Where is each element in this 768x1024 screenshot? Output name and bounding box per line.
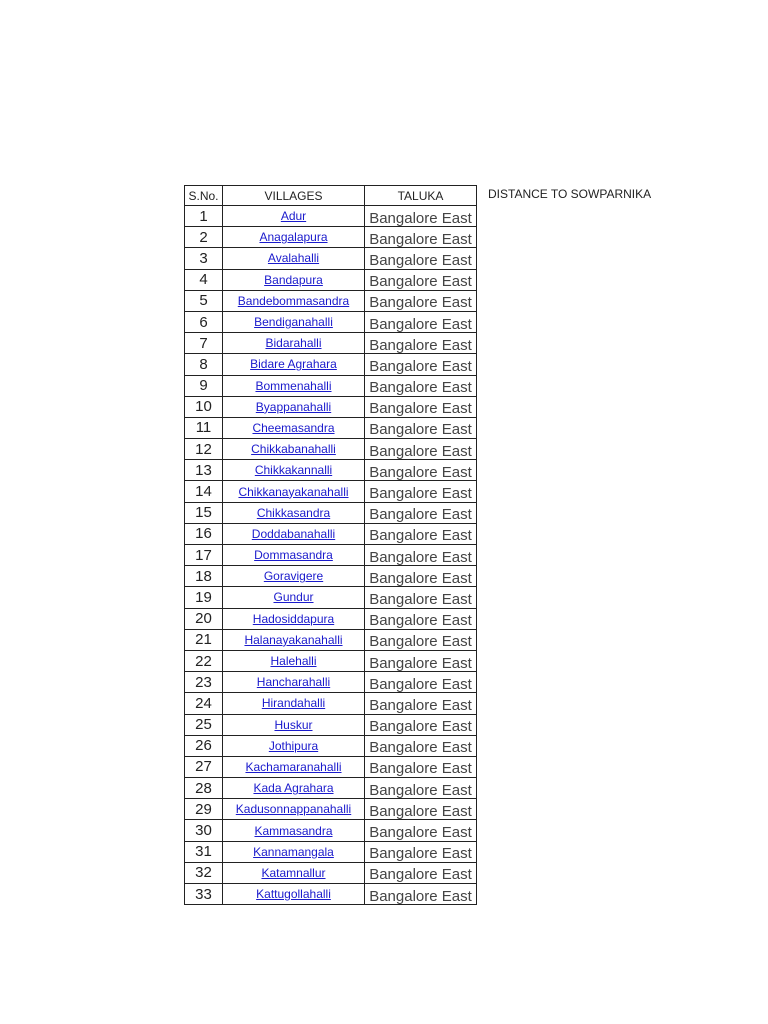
sno-cell: 18 — [185, 566, 223, 587]
taluka-text: Bangalore East — [369, 315, 472, 333]
sno-cell: 25 — [185, 714, 223, 735]
village-link[interactable]: Halanayakanahalli — [244, 632, 343, 647]
village-link[interactable]: Hancharahalli — [256, 675, 331, 690]
village-link[interactable]: Kannamangala — [253, 844, 334, 859]
taluka-cell — [365, 460, 477, 481]
village-cell — [223, 460, 365, 481]
table-row — [185, 460, 477, 481]
taluka-text: Bangalore East — [369, 463, 472, 481]
table-row — [185, 354, 477, 375]
table-row — [185, 820, 477, 841]
taluka-text: Bangalore East — [369, 548, 472, 566]
taluka-cell — [365, 248, 477, 269]
village-cell — [223, 502, 365, 523]
village-link[interactable]: Adur — [280, 209, 307, 224]
village-cell — [223, 693, 365, 714]
taluka-text: Bangalore East — [369, 590, 472, 608]
table-row — [185, 693, 477, 714]
sno-cell: 10 — [185, 396, 223, 417]
village-cell — [223, 756, 365, 777]
village-cell — [223, 672, 365, 693]
table-row — [185, 269, 477, 290]
village-cell — [223, 439, 365, 460]
sno-cell: 4 — [185, 269, 223, 290]
taluka-cell — [365, 481, 477, 502]
taluka-text: Bangalore East — [369, 675, 472, 693]
taluka-cell — [365, 693, 477, 714]
taluka-text: Bangalore East — [369, 866, 472, 884]
sno-cell: 11 — [185, 417, 223, 438]
taluka-cell — [365, 523, 477, 544]
taluka-text: Bangalore East — [369, 506, 472, 524]
taluka-cell — [365, 311, 477, 332]
taluka-cell — [365, 672, 477, 693]
village-cell — [223, 396, 365, 417]
taluka-text: Bangalore East — [369, 421, 472, 439]
taluka-cell — [365, 439, 477, 460]
village-link[interactable]: Hadosiddapura — [252, 611, 335, 626]
village-link[interactable]: Bandebommasandra — [237, 293, 350, 308]
taluka-text: Bangalore East — [369, 379, 472, 397]
taluka-text: Bangalore East — [369, 696, 472, 714]
village-cell — [223, 481, 365, 502]
taluka-text: Bangalore East — [369, 357, 472, 375]
village-link[interactable]: Kattugollahalli — [256, 887, 331, 902]
village-link[interactable]: Chikkanayakanahalli — [238, 484, 349, 499]
sno-cell: 12 — [185, 439, 223, 460]
village-link[interactable]: Doddabanahalli — [251, 526, 336, 541]
taluka-cell — [365, 502, 477, 523]
sno-cell: 1 — [185, 206, 223, 227]
sno-cell: 28 — [185, 778, 223, 799]
table-row — [185, 566, 477, 587]
sno-cell: 7 — [185, 333, 223, 354]
village-link[interactable]: Katamnallur — [261, 865, 326, 880]
village-cell — [223, 311, 365, 332]
village-link[interactable]: Byappanahalli — [255, 399, 332, 414]
taluka-text: Bangalore East — [369, 230, 472, 248]
table-row — [185, 587, 477, 608]
sno-cell: 20 — [185, 608, 223, 629]
village-cell — [223, 269, 365, 290]
table-row — [185, 756, 477, 777]
taluka-cell — [365, 841, 477, 862]
sno-cell: 27 — [185, 756, 223, 777]
sno-cell: 5 — [185, 290, 223, 311]
table-row — [185, 311, 477, 332]
taluka-text: Bangalore East — [369, 845, 472, 863]
taluka-cell — [365, 820, 477, 841]
village-link[interactable]: Dommasandra — [254, 548, 333, 563]
sno-cell: 33 — [185, 884, 223, 905]
taluka-text: Bangalore East — [369, 718, 472, 736]
table-row — [185, 333, 477, 354]
taluka-text: Bangalore East — [369, 760, 472, 778]
sno-cell: 19 — [185, 587, 223, 608]
header-distance-to-sowparnika: DISTANCE TO SOWPARNIKA — [488, 187, 652, 201]
taluka-cell — [365, 629, 477, 650]
taluka-cell — [365, 417, 477, 438]
taluka-cell — [365, 545, 477, 566]
table-row — [185, 545, 477, 566]
village-cell — [223, 799, 365, 820]
taluka-text: Bangalore East — [369, 612, 472, 630]
village-link[interactable]: Hirandahalli — [261, 696, 326, 711]
taluka-cell — [365, 269, 477, 290]
village-link[interactable]: Chikkasandra — [256, 505, 331, 520]
table-row — [185, 799, 477, 820]
taluka-cell — [365, 375, 477, 396]
taluka-text: Bangalore East — [369, 633, 472, 651]
taluka-cell — [365, 714, 477, 735]
sno-cell: 3 — [185, 248, 223, 269]
taluka-cell — [365, 884, 477, 905]
village-cell — [223, 354, 365, 375]
sno-cell: 14 — [185, 481, 223, 502]
table-row — [185, 523, 477, 544]
header-taluka: TALUKA — [365, 186, 477, 206]
table-row — [185, 629, 477, 650]
taluka-text: Bangalore East — [369, 400, 472, 418]
sno-cell: 26 — [185, 735, 223, 756]
sno-cell: 2 — [185, 227, 223, 248]
table-row — [185, 290, 477, 311]
village-link[interactable]: Halehalli — [270, 654, 317, 669]
taluka-text: Bangalore East — [369, 569, 472, 587]
village-cell — [223, 290, 365, 311]
village-cell — [223, 206, 365, 227]
taluka-text: Bangalore East — [369, 442, 472, 460]
village-link[interactable]: Kadusonnappanahalli — [235, 802, 352, 817]
taluka-cell — [365, 290, 477, 311]
village-cell — [223, 375, 365, 396]
village-link[interactable]: Goravigere — [263, 569, 324, 584]
sno-cell: 32 — [185, 862, 223, 883]
village-link[interactable]: Avalahalli — [267, 251, 320, 266]
sno-cell: 17 — [185, 545, 223, 566]
village-link[interactable]: Huskur — [274, 717, 313, 732]
taluka-cell — [365, 735, 477, 756]
taluka-text: Bangalore East — [369, 251, 472, 269]
village-link[interactable]: Kammasandra — [254, 823, 333, 838]
table-row — [185, 862, 477, 883]
taluka-text: Bangalore East — [369, 887, 472, 905]
header-row — [185, 186, 477, 206]
taluka-text: Bangalore East — [369, 654, 472, 672]
taluka-text: Bangalore East — [369, 209, 472, 227]
table-row — [185, 248, 477, 269]
village-cell — [223, 714, 365, 735]
taluka-cell — [365, 566, 477, 587]
taluka-cell — [365, 587, 477, 608]
taluka-text: Bangalore East — [369, 273, 472, 291]
header-villages: VILLAGES — [223, 186, 365, 206]
table-row — [185, 396, 477, 417]
village-link[interactable]: Chikkabanahalli — [251, 442, 336, 457]
village-cell — [223, 650, 365, 671]
sno-cell: 23 — [185, 672, 223, 693]
taluka-text: Bangalore East — [369, 336, 472, 354]
village-link[interactable]: Bendiganahalli — [254, 315, 333, 330]
village-cell — [223, 884, 365, 905]
village-link[interactable]: Bommenahalli — [255, 378, 332, 393]
table-row — [185, 650, 477, 671]
village-cell — [223, 523, 365, 544]
table-row — [185, 714, 477, 735]
village-link[interactable]: Bidarahalli — [265, 336, 322, 351]
taluka-text: Bangalore East — [369, 294, 472, 312]
taluka-cell — [365, 354, 477, 375]
villages-table-body — [185, 186, 477, 905]
sno-cell: 29 — [185, 799, 223, 820]
table-row — [185, 481, 477, 502]
table-row — [185, 672, 477, 693]
taluka-cell — [365, 778, 477, 799]
village-link[interactable]: Bandapura — [264, 272, 323, 287]
sno-cell: 13 — [185, 460, 223, 481]
village-cell — [223, 735, 365, 756]
sno-cell: 21 — [185, 629, 223, 650]
sno-cell: 31 — [185, 841, 223, 862]
taluka-cell — [365, 396, 477, 417]
table-row — [185, 884, 477, 905]
sno-cell: 24 — [185, 693, 223, 714]
taluka-text: Bangalore East — [369, 485, 472, 503]
village-cell — [223, 841, 365, 862]
sno-cell: 8 — [185, 354, 223, 375]
taluka-text: Bangalore East — [369, 781, 472, 799]
village-cell — [223, 566, 365, 587]
table-row — [185, 778, 477, 799]
taluka-cell — [365, 227, 477, 248]
village-link[interactable]: Gundur — [273, 590, 314, 605]
table-row — [185, 439, 477, 460]
taluka-text: Bangalore East — [369, 802, 472, 820]
taluka-cell — [365, 756, 477, 777]
villages-table — [184, 185, 477, 905]
table-row — [185, 206, 477, 227]
village-cell — [223, 820, 365, 841]
table-row — [185, 375, 477, 396]
sno-cell: 6 — [185, 311, 223, 332]
village-link[interactable]: Kachamaranahalli — [245, 759, 342, 774]
village-cell — [223, 417, 365, 438]
sno-cell: 9 — [185, 375, 223, 396]
table-row — [185, 417, 477, 438]
taluka-cell — [365, 206, 477, 227]
taluka-text: Bangalore East — [369, 824, 472, 842]
taluka-cell — [365, 799, 477, 820]
table-row — [185, 841, 477, 862]
village-cell — [223, 862, 365, 883]
taluka-text: Bangalore East — [369, 739, 472, 757]
table-row — [185, 227, 477, 248]
table-row — [185, 735, 477, 756]
village-cell — [223, 248, 365, 269]
sno-cell: 30 — [185, 820, 223, 841]
village-cell — [223, 608, 365, 629]
sno-cell: 22 — [185, 650, 223, 671]
village-cell — [223, 778, 365, 799]
village-cell — [223, 629, 365, 650]
village-cell — [223, 333, 365, 354]
village-link[interactable]: Chikkakannalli — [254, 463, 333, 478]
village-cell — [223, 227, 365, 248]
taluka-cell — [365, 333, 477, 354]
taluka-text: Bangalore East — [369, 527, 472, 545]
village-link[interactable]: Bidare Agrahara — [250, 357, 337, 372]
village-cell — [223, 587, 365, 608]
sno-cell: 16 — [185, 523, 223, 544]
village-cell — [223, 545, 365, 566]
header-sno: S.No. — [185, 186, 223, 206]
table-row — [185, 608, 477, 629]
taluka-cell — [365, 862, 477, 883]
village-link[interactable]: Kada Agrahara — [253, 781, 334, 796]
taluka-cell — [365, 608, 477, 629]
village-link[interactable]: Cheemasandra — [252, 420, 335, 435]
taluka-cell — [365, 650, 477, 671]
village-link[interactable]: Anagalapura — [259, 230, 328, 245]
table-row — [185, 502, 477, 523]
sno-cell: 15 — [185, 502, 223, 523]
village-link[interactable]: Jothipura — [268, 738, 319, 753]
